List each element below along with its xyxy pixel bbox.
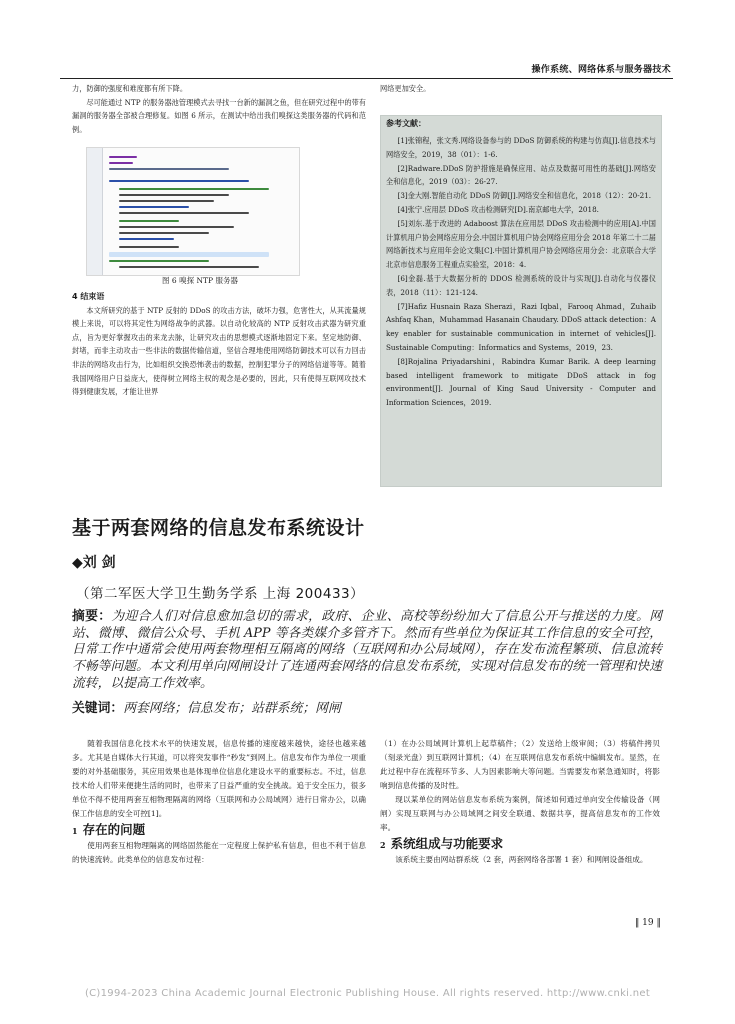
references-title: 参考文献： [386, 119, 426, 128]
copyright-footer: (C)1994-2023 China Academic Journal Electronic Publishing House. All rights reserved. http://www.cnki.net [84, 988, 651, 999]
abstract-label: 摘要： [72, 609, 112, 624]
reference-item: [1]张锦程，张文秀.网络设备参与的 DDoS 防御系统的构建与仿真[J].信息技术与网络安全，2019，38（01）：1-6. [386, 136, 656, 159]
conclusion-paragraph: 本文所研究的基于 NTP 反射的 DDoS 的攻击方法，破坏力强，危害性大，从其流量规模上来说，可以将其定性为网络战争的武器。以自动化较高的 NTP 反射攻击武器为研究重点，旨为更好掌握攻击的来龙去脉，让研究攻击的思想模式逐渐地固定下来。坚定地防御、封堵，而非主动攻击一些非法的数据传输信道，坚信合理地使用网络防御技术可以有力回击非法的网络攻击行为，比如组织交换恐怖袭击的数据，控制犯罪分子的网络信道等等。随着我国网络用户日益庞大，使得树立网络主权的观念是必要的，因此，只有使得互联网攻技术得到健康发展，才能让世界 [72, 305, 366, 397]
article-affiliation: （第二军医大学卫生勤务学系 上海 200433） [76, 586, 365, 602]
header-rule [60, 78, 673, 79]
section-2-title: 系统组成与功能要求 [390, 836, 504, 851]
conclusion-section [72, 290, 366, 399]
references-list [386, 134, 656, 410]
body-left-column [72, 737, 366, 867]
reference-item: [3]金大刚.智能自动化 DDoS 防御[J].网络安全和信息化，2018（12）：20-21. [397, 191, 652, 201]
code-line-gutter [87, 148, 103, 275]
article-title: 基于两套网络的信息发布系统设计 [72, 517, 365, 539]
intro-paragraph: 随着我国信息化技术水平的快速发展，信息传播的速度越来越快，途径也越来越多。尤其是自媒体大行其道，可以将突发事件“秒发”到网上。信息发布作为单位一项重要的对外基础服务，其应用效果也是体现单位信息化建设水平的重要标志。不过，信息技术给人们带来便捷生活的同时，也带来了日益严重的安全挑战。追于安全压力，很多单位不得不使用两套互相物理隔离的网络（互联网和办公局域网）进行日常办公，以确保工作信息的安全可控[1]。 [72, 739, 366, 818]
section-2-number: 2 [380, 840, 386, 850]
section-2-paragraph: 该系统主要由网站群系统（2 套，两套网络各部署 1 套）和网闸设备组成。 [395, 855, 648, 864]
figure-caption: 图 6 嗅探 NTP 服务器 [162, 276, 238, 285]
body-right-column [380, 737, 660, 867]
page-number: ‖ 19 ‖ [634, 918, 661, 928]
abstract-text: 为迎合人们对信息愈加急切的需求，政府、企业、高校等纷纷加大了信息公开与推送的力度。网站、微博、微信公众号、手机 APP 等各类媒介多管齐下。然而有些单位为保证其工作信息的安全可控，日常工作中通常会使用两套物理相互隔离的网络（互联网和办公局域网），存在发布流程繁琐、信息流转不畅等问题。本文利用单向网闸设计了连通两套网络的信息发布系统，实现对信息发布的统一管理和快速流转，以提高工作效率。 [72, 609, 663, 691]
conclusion-heading: 4 结束语 [72, 292, 105, 301]
code-screenshot-figure [86, 147, 300, 276]
article-author: ◆刘 剑 [72, 555, 116, 571]
left-paragraph-2: 尽可能通过 NTP 的服务器池管理模式去寻找一台新的漏洞之鱼，但在研究过程中的带有漏洞的服务器全部被合理修复。如图 6 所示，在测试中给出我们嗅探这类服务器的代码和范例。 [72, 97, 366, 134]
reference-item: [4]张宁.应用层 DDoS 攻击检测研究[D].南京邮电大学，2018. [397, 204, 599, 214]
section-1-paragraph: 使用两套互相物理隔离的网络固然能在一定程度上保护私有信息，但也不利于信息的快速流转。此类单位的信息发布过程： [72, 841, 366, 864]
left-column-upper [72, 82, 366, 136]
section-1-heading [72, 823, 366, 839]
right-body-paragraph-1: （1）在办公局域网计算机上起草稿件；（2）发送给上级审阅；（3）将稿件拷贝（刻录光盘）到互联网计算机；（4）在互联网信息发布系统中编辑发布。显然，在此过程中存在流程环节多、人为因素影响大等问题。当需要发布紧急通知时，将影响到信息传播的及时性。 [380, 739, 660, 790]
right-continuation: 网络更加安全。 [380, 84, 431, 93]
reference-item: [7]Hafiz Husnain Raza Sherazi，Razi Iqbal，Farooq Ahmad，Zuhaib Ashfaq Khan，Muhammad Hasanain Chaudary. DDoS attack detection：A key enabler for sustainable communication in internet of vehicles[J]. Sustainable Computing：Informatics and Systems，2019，23. [386, 301, 656, 352]
left-paragraph-1: 力，防御的强度和难度都有所下降。 [72, 84, 188, 93]
section-2-heading [380, 837, 660, 853]
article-abstract [72, 609, 662, 693]
reference-item: [5]刘东.基于改进的 Adaboost 算法在应用层 DDoS 攻击检测中的应用[A].中国计算机用户协会网络应用分会.中国计算机用户协会网络应用分会 2018 年第二十二届网络新技术与应用年会论文集[C].中国计算机用户协会网络应用分会：北京联合大学北京市信息服务工程重点实验室，2018：4. [386, 218, 656, 270]
keywords-text: 两套网络；信息发布；站群系统；网闸 [123, 701, 341, 716]
right-body-paragraph-2: 现以某单位的网站信息发布系统为案例，简述如何通过单向安全传输设备（网闸）实现互联网与办公局域网之间安全联通、数据共享，提高信息发布的工作效率。 [380, 795, 660, 832]
keywords-label: 关键词： [72, 701, 124, 716]
section-1-title: 存在的问题 [82, 822, 146, 837]
reference-item: [8]Rojalina Priyadarshini，Rabindra Kumar Barik. A deep learning based intelligent framework to mitigate DDoS attack in fog environment[J]. Journal of King Saud University - Computer and Information Sciences，2019. [386, 356, 656, 408]
section-1-number: 1 [72, 826, 78, 836]
reference-item: [6]金磊.基于大数据分析的 DDOS 检测系统的设计与实现[J].自动化与仪器仪表，2018（11）：121-124. [386, 273, 656, 297]
reference-item: [2]Radware.DDoS 防护措施是确保应用、站点及数据可用性的基础[J].网络安全和信息化，2019（03）：26-27. [386, 163, 656, 187]
section-title: 操作系统、网络体系与服务器技术 [531, 65, 671, 75]
article-keywords [72, 697, 662, 716]
